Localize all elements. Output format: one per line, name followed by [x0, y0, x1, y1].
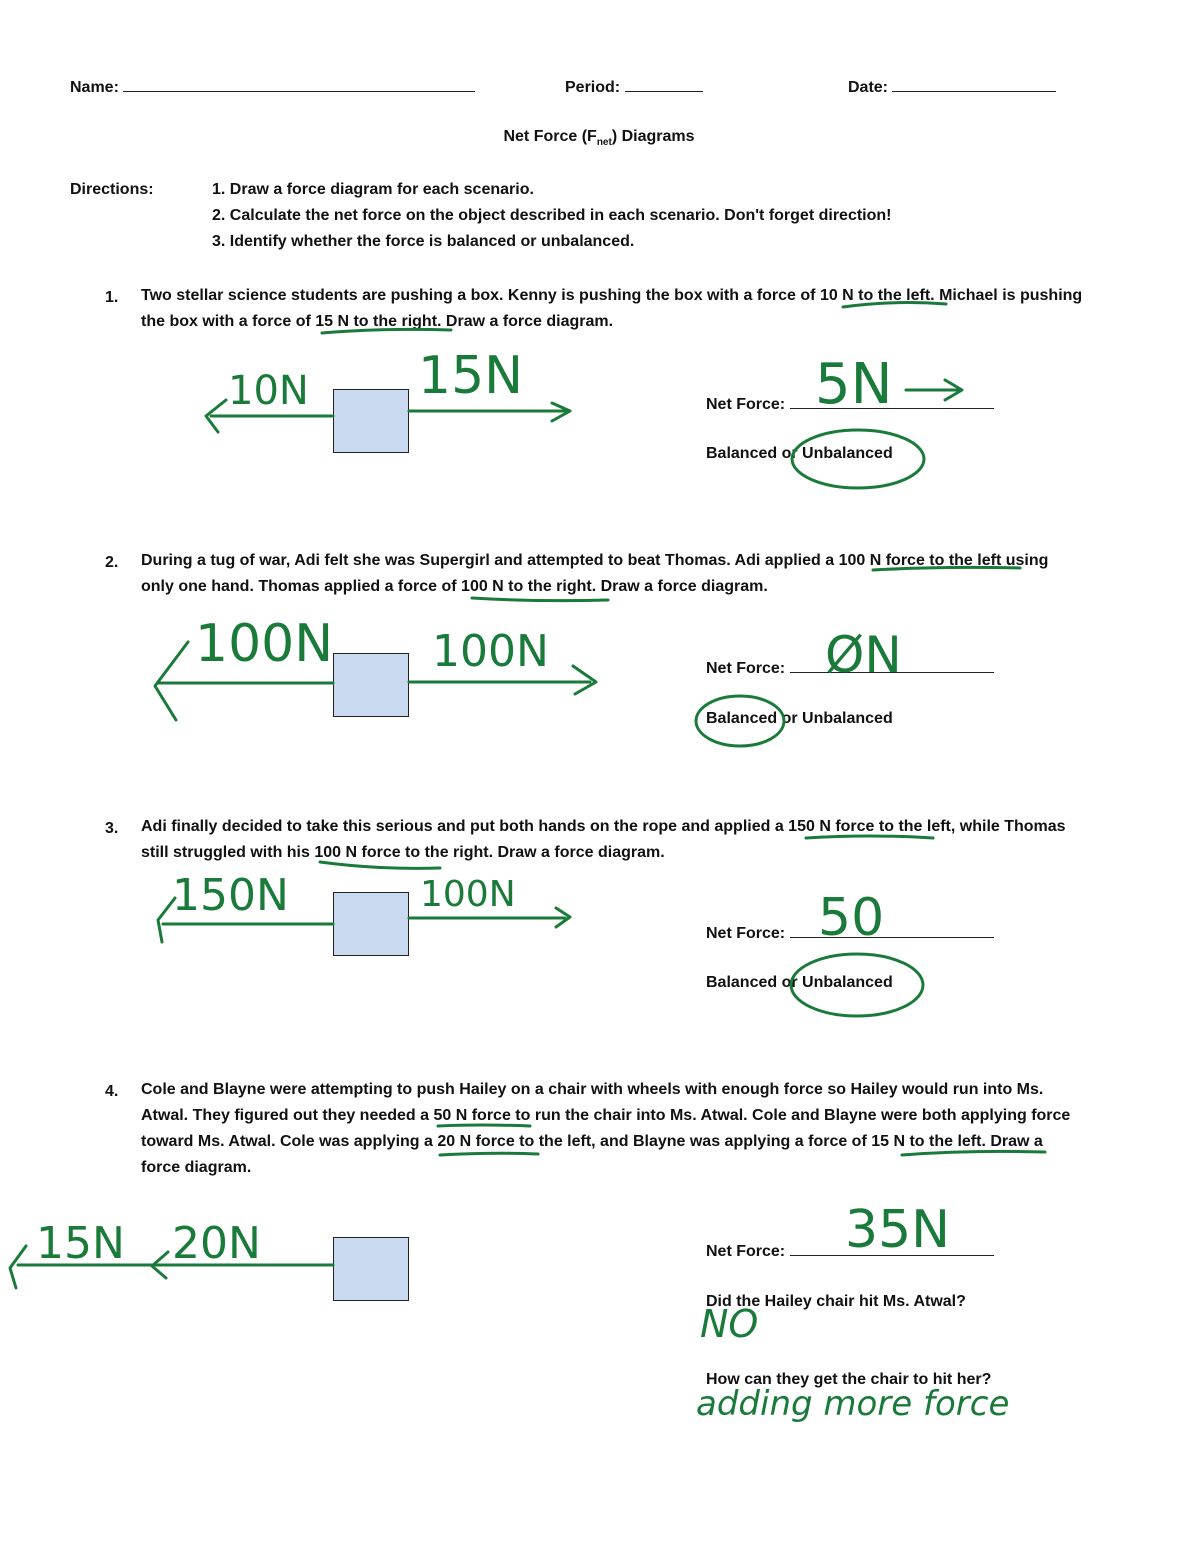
- arrow-head: [573, 666, 596, 694]
- period-label: Period:: [565, 79, 621, 96]
- hit-question: Did the Hailey chair hit Ms. Atwal?: [706, 1293, 966, 1310]
- question-3-text: Adi finally decided to take this serious and put both hands on the rope and applied a 150 N force to the left, while Thomas still struggled with his 100 N force to the right. Draw a force diagram.: [141, 818, 1066, 861]
- underline: [472, 598, 608, 601]
- balanced-row: Balanced or Unbalanced: [706, 974, 893, 991]
- answer-arrow: [906, 380, 962, 400]
- left-force-label: 100N: [195, 614, 334, 674]
- net-force-answer: ØN: [825, 626, 902, 684]
- arrow-head: [158, 898, 175, 942]
- name-label: Name:: [70, 79, 119, 96]
- left-force-label: 10N: [228, 368, 309, 414]
- balanced-row: Balanced or Unbalanced: [706, 710, 893, 727]
- right-force-label: 15N: [418, 346, 524, 406]
- net-force-row: Net Force:: [706, 392, 994, 415]
- arrow-head: [10, 1246, 26, 1288]
- underline: [806, 836, 933, 838]
- how-answer: adding more force: [696, 1384, 1010, 1424]
- question-4-text: Cole and Blayne were attempting to push Hailey on a chair with wheels with enough force so Hailey would run into Ms. Atwal. They figured out they needed a 50 N force to run the chair into Ms. Atwal. Cole and Blayne were both applying force toward Ms. Atwal. Cole was applying a 20 N force to the left, and Blayne was applying a force of 15 N to the left. Draw a force diagram.: [141, 1081, 1071, 1176]
- question-number: 2.: [105, 554, 119, 571]
- underline: [440, 1153, 538, 1155]
- direction-item-2: 2. Calculate the net force on the object described in each scenario. Don't forget direction!: [212, 207, 892, 224]
- underline: [322, 329, 451, 333]
- circle-unbalanced: [792, 430, 924, 488]
- net-force-row: Net Force:: [706, 921, 994, 944]
- circle-unbalanced: [791, 954, 923, 1016]
- question-number: 4.: [105, 1083, 119, 1100]
- arrow-head: [155, 642, 188, 720]
- page-title: Net Force $(F_{net})$ Diagrams: [503, 128, 695, 149]
- date-label: Date:: [848, 79, 889, 96]
- right-force-label: 100N: [420, 874, 516, 915]
- net-force-answer: 35N: [845, 1200, 951, 1260]
- direction-item-3: 3. Identify whether the force is balanced or unbalanced.: [212, 233, 635, 250]
- balanced-row: Balanced or Unbalanced: [706, 445, 893, 462]
- net-force-row: Net Force:: [706, 656, 994, 679]
- right-force-label: 100N: [432, 626, 549, 677]
- underline: [438, 1125, 530, 1126]
- force-a-label: 15N: [36, 1218, 125, 1269]
- how-question: How can they get the chair to hit her?: [706, 1371, 992, 1388]
- force-b-label: 20N: [172, 1218, 261, 1269]
- net-force-row: Net Force:: [706, 1239, 994, 1262]
- net-force-answer: 5N: [815, 352, 893, 417]
- underline: [873, 567, 1020, 570]
- underline: [843, 303, 946, 307]
- direction-item-1: 1. Draw a force diagram for each scenario.: [212, 181, 534, 198]
- directions-label: Directions:: [70, 181, 154, 198]
- question-number: 1.: [105, 289, 119, 306]
- question-1-text: Two stellar science students are pushing a box. Kenny is pushing the box with a force of 10 N to the left. Michael is pushing the box with a force of 15 N to the right. Draw a force diagram.: [141, 287, 1083, 330]
- circle-balanced: [696, 696, 784, 746]
- hit-answer: NO: [700, 1302, 759, 1346]
- question-2-text: During a tug of war, Adi felt she was Supergirl and attempted to beat Thomas. Adi applied a 100 N force to the left using only one hand. Thomas applied a force of 100 N to the right. Draw a force diagram.: [141, 552, 1049, 595]
- underline: [320, 862, 440, 868]
- underline: [902, 1151, 1045, 1155]
- net-force-answer: 50: [818, 888, 885, 948]
- question-number: 3.: [105, 820, 119, 837]
- left-force-label: 150N: [172, 870, 289, 921]
